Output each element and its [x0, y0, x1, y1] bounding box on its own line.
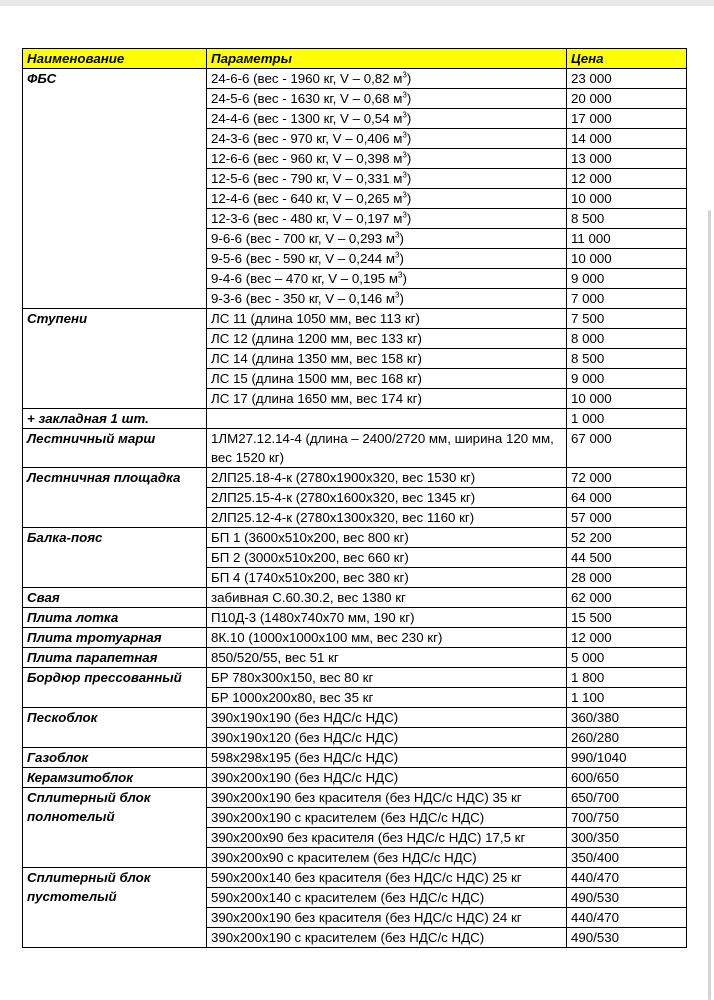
params-superscript: 3: [402, 130, 407, 140]
params-superscript: 3: [395, 230, 400, 240]
product-params: ЛС 12 (длина 1200 мм, вес 133 кг): [207, 329, 567, 349]
params-tail: ): [402, 271, 407, 286]
product-price: 1 100: [567, 688, 687, 708]
product-price: 13 000: [567, 149, 687, 169]
table-row: [23, 768, 687, 788]
params-tail: ): [406, 191, 412, 206]
product-params: [207, 129, 567, 149]
product-params: забивная С.60.30.2, вес 1380 кг: [207, 588, 567, 608]
product-price: 260/280: [567, 728, 687, 748]
product-params: 390x190x120 (без НДС/с НДС): [207, 728, 567, 748]
product-params: 1ЛМ27.12.14-4 (длина – 2400/2720 мм, ширина 120 мм, вес 1520 кг): [207, 429, 567, 468]
params-tail: ): [399, 291, 404, 306]
params-tail: ): [406, 131, 412, 146]
params-superscript: 3: [402, 170, 407, 180]
params-text: 12-3-6 (вес - 480 кг, V – 0,197 м: [211, 211, 403, 226]
table-row: [23, 868, 687, 888]
product-params: 590x200x140 без красителя (без НДС/с НДС) 25 кг: [207, 868, 567, 888]
params-tail: ): [406, 111, 412, 126]
params-tail: ): [399, 251, 404, 266]
product-params: 390x200x190 без красителя (без НДС/с НДС) 24 кг: [207, 908, 567, 928]
product-name: + закладная 1 шт.: [23, 409, 207, 429]
product-params: 390x200x190 (без НДС/с НДС): [207, 768, 567, 788]
params-text: 12-6-6 (вес - 960 кг, V – 0,398 м: [211, 151, 403, 166]
params-superscript: 3: [395, 290, 400, 300]
product-params: БП 1 (3600x510x200, вес 800 кг): [207, 528, 567, 548]
params-tail: ): [399, 231, 404, 246]
product-name: Газоблок: [23, 748, 207, 768]
product-name: Сплитерный блок полнотелый: [23, 788, 207, 868]
table-row: [23, 409, 687, 429]
product-price: 650/700: [567, 788, 687, 808]
product-params: [207, 249, 567, 269]
header-params: Параметры: [207, 49, 567, 69]
params-superscript: 3: [395, 250, 400, 260]
params-tail: ): [406, 71, 412, 86]
product-name: Свая: [23, 588, 207, 608]
product-params: 390x200x190 с красителем (без НДС/с НДС): [207, 808, 567, 828]
product-price: 11 000: [567, 229, 687, 249]
params-tail: ): [406, 91, 412, 106]
table-row: [23, 588, 687, 608]
params-superscript: 3: [402, 70, 407, 80]
product-params: 390x200x190 с красителем (без НДС/с НДС): [207, 928, 567, 948]
product-price: 700/750: [567, 808, 687, 828]
product-params: БР 780x300x150, вес 80 кг: [207, 668, 567, 688]
product-price: 490/530: [567, 928, 687, 948]
product-price: 360/380: [567, 708, 687, 728]
product-price: 1 000: [567, 409, 687, 429]
product-params: 390x200x90 без красителя (без НДС/с НДС) 17,5 кг: [207, 828, 567, 848]
product-params: БР 1000x200x80, вес 35 кг: [207, 688, 567, 708]
product-price: 28 000: [567, 568, 687, 588]
product-params: 2ЛП25.12-4-к (2780x1300x320, вес 1160 кг): [207, 508, 567, 528]
product-params: [207, 149, 567, 169]
params-text: 9-3-6 (вес - 350 кг, V – 0,146 м: [211, 291, 396, 306]
product-name: Плита тротуарная: [23, 628, 207, 648]
product-name: Бордюр прессованный: [23, 668, 207, 708]
product-name: Балка-пояс: [23, 528, 207, 588]
table-row: [23, 668, 687, 688]
product-price: 67 000: [567, 429, 687, 468]
params-text: 24-5-6 (вес - 1630 кг, V – 0,68 м: [211, 91, 403, 106]
product-params: 598x298x195 (без НДС/с НДС): [207, 748, 567, 768]
table-row: [23, 608, 687, 628]
product-name: ФБС: [23, 69, 207, 309]
product-price: 440/470: [567, 908, 687, 928]
table-row: [23, 788, 687, 808]
product-name: Пескоблок: [23, 708, 207, 748]
product-price: 1 800: [567, 668, 687, 688]
product-params: 390x200x90 с красителем (без НДС/с НДС): [207, 848, 567, 868]
params-superscript: 3: [402, 110, 407, 120]
product-params: 590x200x140 с красителем (без НДС/с НДС): [207, 888, 567, 908]
product-price: 990/1040: [567, 748, 687, 768]
product-params: ЛС 17 (длина 1650 мм, вес 174 кг): [207, 389, 567, 409]
product-price: 14 000: [567, 129, 687, 149]
product-name: Ступени: [23, 309, 207, 409]
product-price: 7 000: [567, 289, 687, 309]
product-params: [207, 109, 567, 129]
table-row: [23, 429, 687, 468]
product-price: 8 500: [567, 349, 687, 369]
product-params: [207, 189, 567, 209]
params-superscript: 3: [397, 270, 403, 280]
product-params: ЛС 14 (длина 1350 мм, вес 158 кг): [207, 349, 567, 369]
product-params: 390x190x190 (без НДС/с НДС): [207, 708, 567, 728]
product-price: 9 000: [567, 369, 687, 389]
product-params: ЛС 15 (длина 1500 мм, вес 168 кг): [207, 369, 567, 389]
product-name: Плита парапетная: [23, 648, 207, 668]
product-name: Сплитерный блок пустотелый: [23, 868, 207, 948]
product-price: 7 500: [567, 309, 687, 329]
product-params: 2ЛП25.15-4-к (2780x1600x320, вес 1345 кг): [207, 488, 567, 508]
product-price: 9 000: [567, 269, 687, 289]
product-price: 300/350: [567, 828, 687, 848]
params-text: 9-6-6 (вес - 700 кг, V – 0,293 м: [211, 231, 396, 246]
params-text: 24-6-6 (вес - 1960 кг, V – 0,82 м: [211, 71, 403, 86]
product-params: 2ЛП25.18-4-к (2780x1900x320, вес 1530 кг): [207, 468, 567, 488]
table-row: [23, 468, 687, 488]
product-params: [207, 89, 567, 109]
product-price: 350/400: [567, 848, 687, 868]
header-name: Наименование: [23, 49, 207, 69]
scrollbar[interactable]: [708, 210, 711, 1000]
table-row: [23, 628, 687, 648]
params-tail: ): [406, 211, 412, 226]
product-name: Лестничный марш: [23, 429, 207, 468]
product-price: 12 000: [567, 628, 687, 648]
header-price: Цена: [567, 49, 687, 69]
product-price: 52 200: [567, 528, 687, 548]
params-text: 9-4-6 (вес – 470 кг, V – 0,195 м: [211, 271, 398, 286]
product-params: [207, 269, 567, 289]
product-price: 57 000: [567, 508, 687, 528]
page-top-edge: [0, 0, 714, 6]
product-price: 490/530: [567, 888, 687, 908]
params-superscript: 3: [402, 150, 407, 160]
table-row: [23, 69, 687, 89]
product-params: 8К.10 (1000x1000x100 мм, вес 230 кг): [207, 628, 567, 648]
product-params: [207, 289, 567, 309]
product-params: [207, 169, 567, 189]
params-text: 24-3-6 (вес - 970 кг, V – 0,406 м: [211, 131, 403, 146]
params-superscript: 3: [402, 190, 407, 200]
table-row: [23, 648, 687, 668]
product-params: 390x200x190 без красителя (без НДС/с НДС) 35 кг: [207, 788, 567, 808]
product-price: 72 000: [567, 468, 687, 488]
product-name: Лестничная площадка: [23, 468, 207, 528]
product-params: [207, 229, 567, 249]
product-params: БП 4 (1740x510x200, вес 380 кг): [207, 568, 567, 588]
product-price: 8 000: [567, 329, 687, 349]
table-header-row: [23, 49, 687, 69]
product-price: 12 000: [567, 169, 687, 189]
params-superscript: 3: [402, 90, 407, 100]
product-price: 44 500: [567, 548, 687, 568]
product-params: П10Д-3 (1480x740x70 мм, 190 кг): [207, 608, 567, 628]
params-tail: ): [406, 151, 412, 166]
product-price: 8 500: [567, 209, 687, 229]
table-row: [23, 309, 687, 329]
product-params: 850/520/55, вес 51 кг: [207, 648, 567, 668]
product-price: 15 500: [567, 608, 687, 628]
product-price: 62 000: [567, 588, 687, 608]
product-price: 10 000: [567, 189, 687, 209]
product-params: БП 2 (3000x510x200, вес 660 кг): [207, 548, 567, 568]
params-superscript: 3: [402, 210, 407, 220]
table-row: [23, 528, 687, 548]
price-table: [22, 48, 687, 948]
params-text: 9-5-6 (вес - 590 кг, V – 0,244 м: [211, 251, 396, 266]
product-price: 440/470: [567, 868, 687, 888]
product-params: [207, 209, 567, 229]
product-price: 5 000: [567, 648, 687, 668]
product-params: [207, 409, 567, 429]
product-params: ЛС 11 (длина 1050 мм, вес 113 кг): [207, 309, 567, 329]
product-name: Керамзитоблок: [23, 768, 207, 788]
product-price: 20 000: [567, 89, 687, 109]
product-price: 17 000: [567, 109, 687, 129]
product-price: 23 000: [567, 69, 687, 89]
table-row: [23, 708, 687, 728]
table-row: [23, 748, 687, 768]
product-params: [207, 69, 567, 89]
product-price: 64 000: [567, 488, 687, 508]
params-tail: ): [406, 171, 412, 186]
product-price: 600/650: [567, 768, 687, 788]
product-price: 10 000: [567, 249, 687, 269]
params-text: 12-5-6 (вес - 790 кг, V – 0,331 м: [211, 171, 403, 186]
product-name: Плита лотка: [23, 608, 207, 628]
params-text: 24-4-6 (вес - 1300 кг, V – 0,54 м: [211, 111, 403, 126]
params-text: 12-4-6 (вес - 640 кг, V – 0,265 м: [211, 191, 403, 206]
product-price: 10 000: [567, 389, 687, 409]
